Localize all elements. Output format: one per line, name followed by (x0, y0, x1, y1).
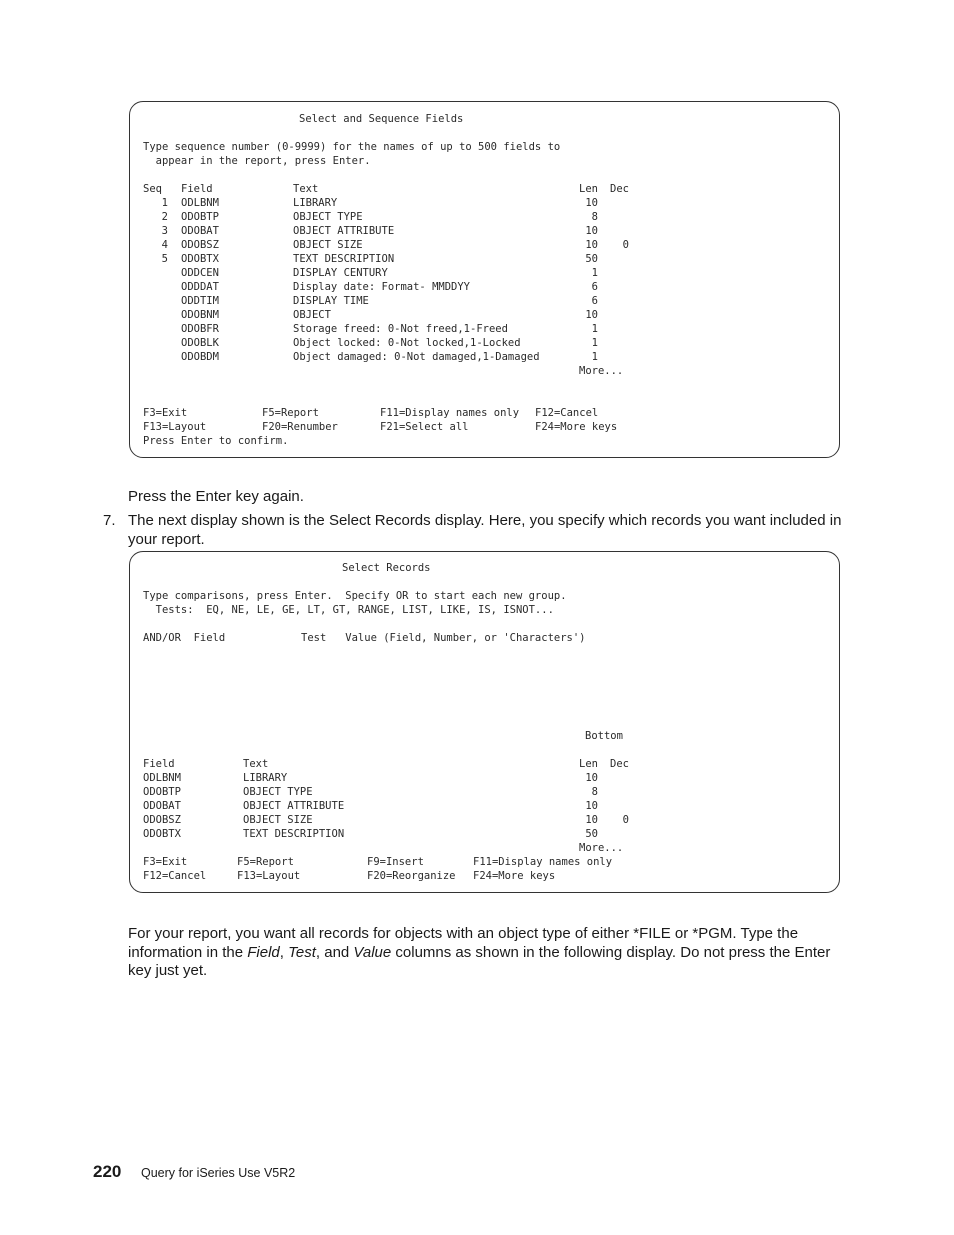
row-text: DISPLAY TIME (293, 295, 369, 307)
row-field: ODOBNM (181, 309, 219, 321)
row-len: 1 (591, 337, 598, 349)
row-len: 10 (585, 309, 598, 321)
bottom-indicator: Bottom (585, 730, 623, 742)
row-seq: 5 (161, 253, 168, 265)
row-field: ODDTIM (181, 295, 219, 307)
select-records-screen (129, 551, 840, 893)
entry-header: AND/OR Field Test Value (Field, Number, or 'Characters') (143, 632, 586, 644)
para2-sep1: , (279, 943, 289, 961)
row-text: Storage freed: 0-Not freed,1-Freed (293, 323, 508, 335)
fkey-more-keys[interactable]: F24=More keys (535, 421, 618, 433)
col-header-text: Text (293, 183, 319, 195)
fkey-report[interactable]: F5=Report (262, 407, 319, 419)
row-seq: 2 (161, 211, 168, 223)
row-field: ODOBSZ (181, 239, 219, 251)
para2-part2: columns as shown in the following display. Do not press the Enter key just yet. (128, 943, 831, 979)
row-dec: 0 (622, 239, 629, 251)
fkey-more-keys[interactable]: F24=More keys (473, 870, 556, 882)
paragraph-press-enter: Press the Enter key again. (128, 488, 304, 505)
instruction-line: Type comparisons, press Enter. Specify OR to start each new group. (143, 590, 567, 602)
row-len: 1 (591, 351, 598, 363)
more-indicator: More... (579, 365, 624, 377)
row-len: 10 (585, 225, 598, 237)
fkey-reorganize[interactable]: F20=Reorganize (367, 870, 456, 882)
row-text: OBJECT ATTRIBUTE (243, 800, 345, 812)
row-text: Display date: Format- MMDDYY (293, 281, 471, 293)
row-len: 10 (585, 239, 598, 251)
row-text: OBJECT ATTRIBUTE (293, 225, 395, 237)
row-text: Object damaged: 0-Not damaged,1-Damaged (293, 351, 540, 363)
fkey-cancel[interactable]: F12=Cancel (535, 407, 599, 419)
row-field: ODOBDM (181, 351, 219, 363)
col-header-len: Len (579, 183, 598, 195)
fkey-layout[interactable]: F13=Layout (143, 421, 207, 433)
more-indicator: More... (579, 842, 624, 854)
row-field: ODLBNM (181, 197, 219, 209)
paragraph-instructions (128, 925, 843, 981)
row-field: ODOBAT (143, 800, 181, 812)
col-header-field: Field (181, 183, 213, 195)
footer-title: Query for iSeries Use V5R2 (141, 1166, 296, 1180)
row-field: ODOBTX (143, 828, 181, 840)
row-field: ODLBNM (143, 772, 181, 784)
row-field: ODOBFR (181, 323, 219, 335)
fkey-renumber[interactable]: F20=Renumber (262, 421, 338, 433)
screen-title: Select Records (342, 562, 431, 574)
row-field: ODOBAT (181, 225, 219, 237)
select-sequence-fields-screen (129, 101, 840, 458)
step-number: 7. (103, 512, 116, 529)
col-header-dec: Dec (610, 758, 629, 770)
fkey-exit[interactable]: F3=Exit (143, 407, 188, 419)
para2-part1: For your report, you want all records for objects with an object type of either *FILE or *PGM. Type the information in the (128, 925, 799, 961)
col-header-field: Field (143, 758, 175, 770)
row-text: OBJECT TYPE (243, 786, 313, 798)
para2-sep2: , and (315, 943, 354, 961)
row-text: TEXT DESCRIPTION (293, 253, 395, 265)
fkey-report[interactable]: F5=Report (237, 856, 294, 868)
row-field: ODOBSZ (143, 814, 181, 826)
fkey-display-names[interactable]: F11=Display names only (380, 407, 520, 419)
fkey-cancel[interactable]: F12=Cancel (143, 870, 207, 882)
row-text: OBJECT TYPE (293, 211, 363, 223)
instruction-line: appear in the report, press Enter. (143, 155, 371, 167)
row-len: 6 (591, 281, 598, 293)
row-text: LIBRARY (293, 197, 338, 209)
row-len: 10 (585, 800, 598, 812)
instruction-line: Tests: EQ, NE, LE, GE, LT, GT, RANGE, LIST, LIKE, IS, ISNOT... (143, 604, 554, 616)
row-len: 8 (591, 786, 598, 798)
row-text: DISPLAY CENTURY (293, 267, 388, 279)
row-len: 10 (585, 197, 598, 209)
col-header-len: Len (579, 758, 598, 770)
page-number: 220 (93, 1162, 122, 1181)
row-seq: 4 (161, 239, 168, 251)
row-field: ODOBTP (143, 786, 181, 798)
step-text: The next display shown is the Select Records display. Here, you specify which records you want included in your report. (128, 512, 842, 548)
row-dec: 0 (622, 814, 629, 826)
row-field: ODDDAT (181, 281, 219, 293)
row-len: 1 (591, 267, 598, 279)
row-len: 50 (585, 828, 598, 840)
fkey-display-names[interactable]: F11=Display names only (473, 856, 613, 868)
field-word: Field (247, 943, 280, 961)
instruction-line: Type sequence number (0-9999) for the names of up to 500 fields to (143, 141, 561, 153)
fkey-exit[interactable]: F3=Exit (143, 856, 188, 868)
row-len: 8 (591, 211, 598, 223)
row-len: 6 (591, 295, 598, 307)
col-header-seq: Seq (143, 183, 162, 195)
row-text: Object locked: 0-Not locked,1-Locked (293, 337, 521, 349)
row-len: 1 (591, 323, 598, 335)
fkey-insert[interactable]: F9=Insert (367, 856, 424, 868)
col-header-dec: Dec (610, 183, 629, 195)
fkey-layout[interactable]: F13=Layout (237, 870, 301, 882)
test-word: Test (288, 943, 316, 961)
row-text: OBJECT SIZE (293, 239, 363, 251)
confirm-message: Press Enter to confirm. (143, 435, 289, 447)
fkey-select-all[interactable]: F21=Select all (380, 421, 469, 433)
row-seq: 1 (161, 197, 168, 209)
row-text: TEXT DESCRIPTION (243, 828, 345, 840)
row-len: 50 (585, 253, 598, 265)
row-len: 10 (585, 814, 598, 826)
row-field: ODOBTX (181, 253, 219, 265)
row-field: ODOBLK (181, 337, 219, 349)
row-text: OBJECT SIZE (243, 814, 313, 826)
col-header-text: Text (243, 758, 269, 770)
value-word: Value (353, 943, 392, 961)
row-text: OBJECT (293, 309, 331, 321)
row-text: LIBRARY (243, 772, 288, 784)
row-len: 10 (585, 772, 598, 784)
row-seq: 3 (161, 225, 168, 237)
row-field: ODOBTP (181, 211, 219, 223)
row-field: ODDCEN (181, 267, 219, 279)
screen-title: Select and Sequence Fields (299, 113, 464, 125)
